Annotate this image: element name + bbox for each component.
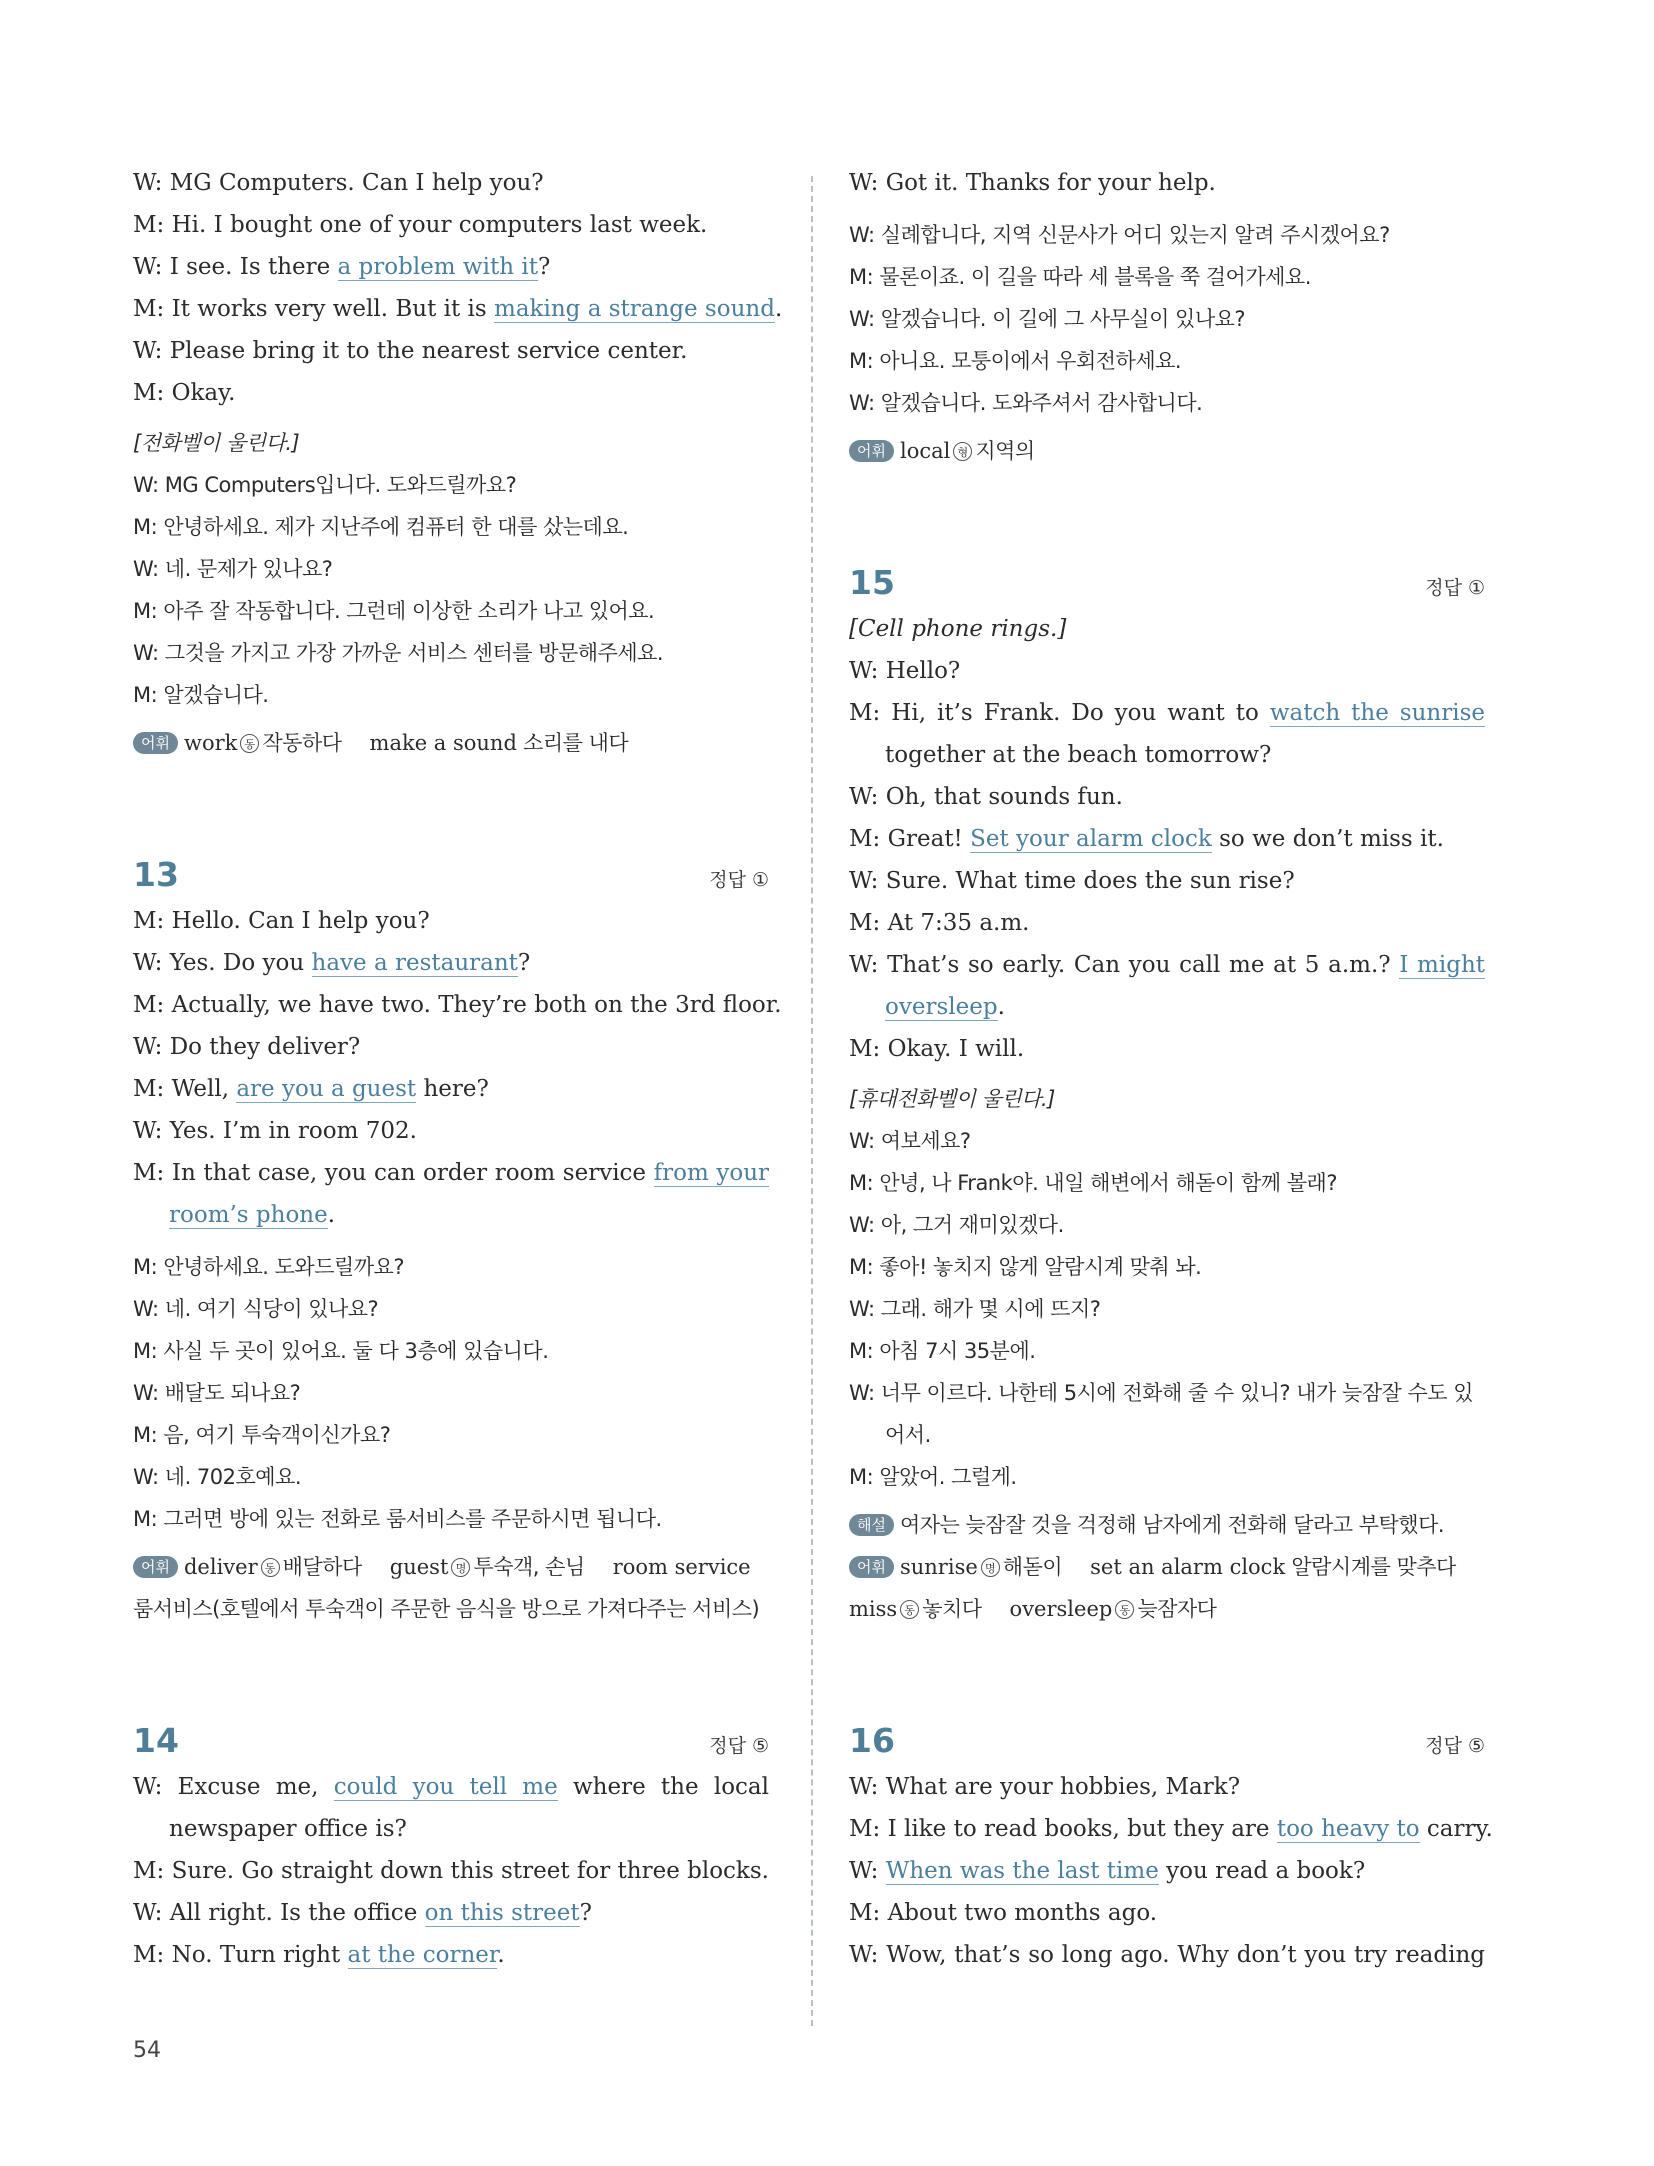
spacer xyxy=(133,764,769,844)
line-text: Okay. I will. xyxy=(887,1036,1025,1062)
line-text: No. Turn right xyxy=(171,1942,348,1968)
speaker-label: M: xyxy=(133,212,172,238)
dialogue-line xyxy=(133,1152,769,1194)
line-text: About two months ago. xyxy=(887,1900,1158,1926)
question-number: 13 xyxy=(133,855,179,894)
key-phrase: could you tell me xyxy=(333,1774,558,1800)
speaker-label: M: xyxy=(133,296,172,322)
line-text: In that case, you can order room service xyxy=(171,1160,654,1186)
spacer xyxy=(133,414,769,422)
vocab-line xyxy=(849,1546,1485,1588)
translation-line: W: 네. 문제가 있나요? xyxy=(133,557,333,581)
line-text: All right. Is the office xyxy=(169,1900,425,1926)
speaker-label: M: xyxy=(133,1076,172,1102)
line-text: MG Computers. Can I help you? xyxy=(169,170,544,196)
answer-label: 정답 ① xyxy=(1425,577,1485,599)
part-of-speech-marker: 동 xyxy=(1115,1600,1134,1619)
speaker-label: W: xyxy=(133,170,170,196)
key-phrase: too heavy to xyxy=(1276,1816,1420,1842)
line-text: It works very well. But it is xyxy=(171,296,495,322)
dialogue-line xyxy=(133,1808,769,1850)
dialogue-line xyxy=(133,984,782,1026)
key-phrase: oversleep xyxy=(885,994,998,1020)
vocab-term: local xyxy=(899,439,951,463)
stage-direction: [휴대전화벨이 울린다.] xyxy=(849,1087,1055,1111)
line-text: Hi. I bought one of your computers last week. xyxy=(171,212,708,238)
line-text: What are your hobbies, Mark? xyxy=(885,1774,1241,1800)
line-text: ? xyxy=(537,254,551,280)
page-number: 54 xyxy=(133,2038,161,2063)
line-text: where the local xyxy=(557,1774,769,1800)
vocab-meaning: 작동하다 xyxy=(262,731,342,755)
speaker-label: M: xyxy=(849,1816,888,1842)
translation-line: M: 안녕하세요. 제가 지난주에 컴퓨터 한 대를 샀는데요. xyxy=(133,515,629,539)
part-of-speech-marker: 명 xyxy=(451,1558,470,1577)
translation-line: W: 네. 702호예요. xyxy=(133,1465,302,1489)
line-text: so we don’t miss it. xyxy=(1211,826,1444,852)
speaker-label: W: xyxy=(133,1900,170,1926)
part-of-speech-marker: 동 xyxy=(900,1600,919,1619)
dialogue-line xyxy=(849,1892,1485,1934)
section-14 xyxy=(849,162,1485,472)
line-text: That’s so early. Can you call me at 5 a.m.? xyxy=(887,952,1400,978)
line-text: Oh, that sounds fun. xyxy=(885,784,1123,810)
key-phrase: watch the sunrise xyxy=(1269,700,1485,726)
translation-line: W: 실례합니다, 지역 신문사가 어디 있는지 알려 주시겠어요? xyxy=(849,223,1390,247)
line-text: Please bring it to the nearest service center. xyxy=(169,338,688,364)
answer-label: 정답 ⑤ xyxy=(1425,1735,1485,1757)
translation-line: W: MG Computers입니다. 도와드릴까요? xyxy=(133,473,517,497)
speaker-label: W: xyxy=(849,952,888,978)
line-text: Do they deliver? xyxy=(169,1034,361,1060)
question-number: 16 xyxy=(849,1721,895,1760)
translation-line: M: 그러면 방에 있는 전화로 룸서비스를 주문하시면 됩니다. xyxy=(133,1507,662,1531)
key-phrase: from your xyxy=(653,1160,769,1186)
dialogue-line xyxy=(133,900,769,942)
line-text: Sure. Go straight down this street for three blocks. xyxy=(171,1858,769,1884)
speaker-label: M: xyxy=(849,1036,888,1062)
dialogue-line xyxy=(133,1194,769,1236)
translation-line: 어서. xyxy=(885,1423,931,1447)
vocab-term: guest xyxy=(389,1555,449,1579)
speaker-label: W: xyxy=(133,950,170,976)
line-text: ? xyxy=(579,1900,592,1926)
vocab-line xyxy=(133,722,769,764)
explanation-line xyxy=(849,1504,1485,1546)
line-text: . xyxy=(327,1202,336,1228)
translation-line: M: 안녕하세요. 도와드릴까요? xyxy=(133,1255,405,1279)
vocab-term: oversleep xyxy=(1009,1597,1113,1621)
translation-line: M: 알겠습니다. xyxy=(133,683,269,707)
dialogue-line xyxy=(849,1934,1485,1976)
speaker-label: W: xyxy=(849,1858,886,1884)
key-phrase: Set your alarm clock xyxy=(970,826,1212,852)
dialogue-line xyxy=(849,986,1485,1028)
line-text: here? xyxy=(416,1076,489,1102)
translation-line: M: 사실 두 곳이 있어요. 둘 다 3층에 있습니다. xyxy=(133,1339,549,1363)
speaker-label: M: xyxy=(133,380,172,406)
line-text: Well, xyxy=(171,1076,237,1102)
translation-line: W: 아, 그거 재미있겠다. xyxy=(849,1213,1064,1237)
spacer xyxy=(849,204,1485,214)
dialogue-line xyxy=(849,902,1485,944)
translation-line: M: 물론이죠. 이 길을 따라 세 블록을 쭉 걸어가세요. xyxy=(849,265,1311,289)
line-text: At 7:35 a.m. xyxy=(887,910,1030,936)
key-phrase: have a restaurant xyxy=(311,950,518,976)
dialogue-line xyxy=(133,942,769,984)
speaker-label: W: xyxy=(133,338,170,364)
vocab-badge: 어휘 xyxy=(133,732,178,754)
line-text: Actually, we have two. They’re both on the 3rd floor. xyxy=(171,992,782,1018)
dialogue-line xyxy=(133,1850,769,1892)
dialogue-line xyxy=(849,818,1485,860)
dialogue-line xyxy=(133,204,769,246)
speaker-label: M: xyxy=(849,700,892,726)
spacer xyxy=(849,1070,1485,1078)
spacer xyxy=(849,472,1485,552)
line-text: Got it. Thanks for your help. xyxy=(885,170,1216,196)
section-14 xyxy=(133,1716,769,1976)
line-text: Great! xyxy=(887,826,971,852)
translation-line: W: 그것을 가지고 가장 가까운 서비스 센터를 방문해주세요. xyxy=(133,641,664,665)
dialogue-line xyxy=(133,246,769,288)
dialogue-line xyxy=(133,1026,769,1068)
vocab-meaning: 알람시계를 맞추다 xyxy=(1285,1555,1456,1579)
line-text: Sure. What time does the sun rise? xyxy=(885,868,1295,894)
translation-line: M: 알았어. 그럴게. xyxy=(849,1465,1017,1489)
key-phrase: at the corner xyxy=(347,1942,498,1968)
dialogue-line xyxy=(849,608,1485,650)
key-phrase: When was the last time xyxy=(885,1858,1159,1884)
translation-line: M: 좋아! 놓치지 않게 알람시계 맞춰 놔. xyxy=(849,1255,1202,1279)
vocab-meaning: 지역의 xyxy=(975,439,1035,463)
speaker-label: W: xyxy=(133,254,170,280)
question-number: 14 xyxy=(133,1721,179,1760)
dialogue-line xyxy=(133,162,769,204)
line-text: . xyxy=(497,1942,505,1968)
speaker-label: W: xyxy=(849,784,886,810)
answer-label: 정답 ① xyxy=(709,869,769,891)
dialogue-line xyxy=(849,1766,1485,1808)
vocab-meaning: 투숙객, 손님 xyxy=(473,1555,585,1579)
line-text: together at the beach tomorrow? xyxy=(885,742,1272,768)
key-phrase: a problem with it xyxy=(337,254,538,280)
line-text: [Cell phone rings.] xyxy=(849,616,1067,642)
vocab-meaning: 늦잠자다 xyxy=(1137,1597,1217,1621)
speaker-label: W: xyxy=(849,1774,886,1800)
line-text: Wow, that’s so long ago. Why don’t you try reading xyxy=(886,1942,1485,1968)
explanation-badge: 해설 xyxy=(849,1514,894,1536)
dialogue-line xyxy=(849,650,1485,692)
vocab-term: set an alarm clock xyxy=(1090,1555,1286,1579)
line-text: carry. xyxy=(1419,1816,1493,1842)
vocab-badge: 어휘 xyxy=(849,1556,894,1578)
spacer xyxy=(849,1630,1485,1710)
section-13 xyxy=(133,850,782,1630)
speaker-label: M: xyxy=(133,1858,172,1884)
stage-direction: [전화벨이 울린다.] xyxy=(133,431,300,455)
vocab-term: sunrise xyxy=(899,1555,978,1579)
dialogue-line xyxy=(849,162,1485,204)
line-text: . xyxy=(997,994,1005,1020)
line-text: Yes. Do you xyxy=(169,950,312,976)
vocab-term: room service xyxy=(612,1555,751,1579)
explanation-text: 여자는 늦잠잘 것을 걱정해 남자에게 전화해 달라고 부탁했다. xyxy=(899,1513,1445,1537)
dialogue-line xyxy=(849,1028,1485,1070)
vocab-line xyxy=(849,1588,1485,1630)
speaker-label: W: xyxy=(133,1118,170,1144)
dialogue-line xyxy=(849,734,1485,776)
speaker-label: M: xyxy=(133,992,172,1018)
line-text: Hi, it’s Frank. Do you want to xyxy=(891,700,1270,726)
line-text: Hello. Can I help you? xyxy=(171,908,430,934)
section-16 xyxy=(849,1716,1493,1976)
part-of-speech-marker: 명 xyxy=(981,1558,1000,1577)
speaker-label: M: xyxy=(133,908,172,934)
dialogue-line xyxy=(849,1850,1485,1892)
dialogue-line xyxy=(849,944,1485,986)
dialogue-line xyxy=(133,1766,769,1808)
key-phrase: making a strange sound xyxy=(494,296,775,322)
translation-line: W: 그래. 해가 몇 시에 뜨지? xyxy=(849,1297,1101,1321)
translation-line: W: 여보세요? xyxy=(849,1129,971,1153)
dialogue-line xyxy=(133,1068,769,1110)
translation-line: M: 아니요. 모퉁이에서 우회전하세요. xyxy=(849,349,1182,373)
line-text: Excuse me, xyxy=(177,1774,334,1800)
dialogue-line xyxy=(133,372,769,414)
vocab-term: make a sound xyxy=(369,731,517,755)
line-text: Hello? xyxy=(885,658,961,684)
vocab-badge: 어휘 xyxy=(133,1556,178,1578)
line-text: newspaper office is? xyxy=(169,1816,407,1842)
line-text: you read a book? xyxy=(1158,1858,1366,1884)
speaker-label: M: xyxy=(849,1900,888,1926)
speaker-label: M: xyxy=(849,826,888,852)
vocab-line xyxy=(133,1546,769,1588)
dialogue-line xyxy=(133,1110,769,1152)
dialogue-line xyxy=(849,1808,1493,1850)
speaker-label: W: xyxy=(849,1942,887,1968)
key-phrase: I might xyxy=(1399,952,1485,978)
line-text: Yes. I’m in room 702. xyxy=(169,1118,417,1144)
section-header xyxy=(849,1716,1485,1766)
key-phrase: are you a guest xyxy=(236,1076,417,1102)
right-column xyxy=(849,162,1493,1976)
translation-line: W: 네. 여기 식당이 있나요? xyxy=(133,1297,379,1321)
dialogue-line xyxy=(849,860,1485,902)
vocab-meaning: 소리를 내다 xyxy=(516,731,629,755)
translation-line: M: 안녕, 나 Frank야. 내일 해변에서 해돋이 함께 볼래? xyxy=(849,1171,1337,1195)
section-12-continued xyxy=(133,162,783,764)
speaker-label: M: xyxy=(133,1160,172,1186)
section-header xyxy=(133,1716,769,1766)
dialogue-line xyxy=(133,330,769,372)
translation-line: W: 너무 이르다. 나한테 5시에 전화해 줄 수 있니? 내가 늦잠잘 수도 있 xyxy=(849,1381,1474,1405)
speaker-label: M: xyxy=(849,910,888,936)
column-divider xyxy=(811,176,813,2026)
spacer xyxy=(133,1236,769,1246)
speaker-label: W: xyxy=(133,1034,170,1060)
speaker-label: W: xyxy=(849,868,886,894)
part-of-speech-marker: 동 xyxy=(240,734,259,753)
dialogue-line xyxy=(849,776,1485,818)
vocab-meaning: 룸서비스(호텔에서 투숙객이 주문한 음식을 방으로 가져다주는 서비스) xyxy=(133,1597,760,1621)
line-text: Okay. xyxy=(171,380,236,406)
spacer xyxy=(133,1630,769,1710)
key-phrase: room’s phone xyxy=(169,1202,328,1228)
vocab-term: deliver xyxy=(183,1555,258,1579)
translation-line: M: 아주 잘 작동합니다. 그런데 이상한 소리가 나고 있어요. xyxy=(133,599,655,623)
question-number: 15 xyxy=(849,563,895,602)
answer-label: 정답 ⑤ xyxy=(709,1735,769,1757)
line-text: . xyxy=(774,296,783,322)
speaker-label: W: xyxy=(849,170,886,196)
translation-line: W: 배달도 되나요? xyxy=(133,1381,301,1405)
section-header xyxy=(133,850,769,900)
line-text: I like to read books, but they are xyxy=(887,1816,1277,1842)
vocab-meaning: 배달하다 xyxy=(282,1555,362,1579)
dialogue-line xyxy=(133,288,783,330)
vocab-badge: 어휘 xyxy=(849,440,894,462)
vocab-line xyxy=(849,430,1485,472)
section-header xyxy=(849,558,1485,608)
vocab-line xyxy=(133,1588,769,1630)
dialogue-line xyxy=(133,1934,769,1976)
left-column xyxy=(133,162,783,1976)
vocab-term: work xyxy=(183,731,238,755)
speaker-label: W: xyxy=(133,1774,178,1800)
dialogue-line xyxy=(849,692,1485,734)
dialogue-line xyxy=(133,1892,769,1934)
part-of-speech-marker: 동 xyxy=(261,1558,280,1577)
vocab-meaning: 해돋이 xyxy=(1002,1555,1063,1579)
speaker-label: W: xyxy=(849,658,886,684)
translation-line: M: 음, 여기 투숙객이신가요? xyxy=(133,1423,391,1447)
section-15 xyxy=(849,558,1485,1630)
translation-line: W: 알겠습니다. 이 길에 그 사무실이 있나요? xyxy=(849,307,1246,331)
line-text: I see. Is there xyxy=(169,254,338,280)
vocab-term: miss xyxy=(849,1597,898,1621)
speaker-label: M: xyxy=(133,1942,172,1968)
vocab-meaning: 놓치다 xyxy=(922,1597,982,1621)
part-of-speech-marker: 형 xyxy=(953,442,972,461)
line-text: ? xyxy=(517,950,531,976)
key-phrase: on this street xyxy=(424,1900,580,1926)
translation-line: M: 아침 7시 35분에. xyxy=(849,1339,1036,1363)
translation-line: W: 알겠습니다. 도와주셔서 감사합니다. xyxy=(849,391,1203,415)
